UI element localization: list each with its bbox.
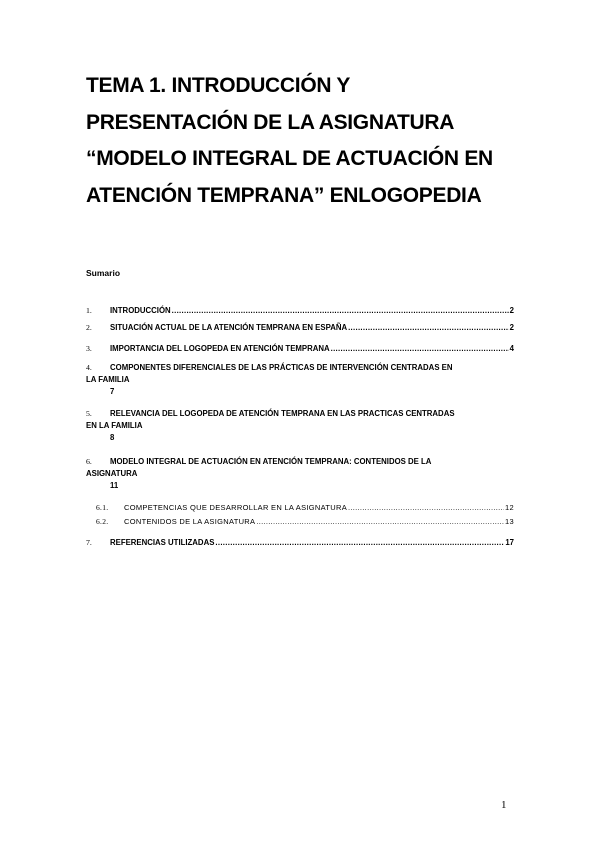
toc-text-continued: LA FAMILIA [86, 375, 130, 384]
sumario-heading: Sumario [86, 268, 121, 278]
toc-number: 5. [86, 409, 92, 418]
page-number: 1 [501, 799, 507, 811]
toc-number: 3. [86, 344, 92, 353]
title-line: “MODELO INTEGRAL DE ACTUACIÓN EN [86, 147, 493, 170]
toc-entry-1[interactable] [86, 305, 514, 317]
title-line: ATENCIÓN TEMPRANA” ENLOGOPEDIA [86, 183, 482, 207]
toc-number: 2. [86, 323, 92, 332]
toc-leader [172, 305, 509, 317]
title-line: PRESENTACIÓN DE LA ASIGNATURA [86, 110, 455, 134]
toc-text-continued: EN LA FAMILIA [86, 421, 143, 430]
toc-leader [348, 322, 509, 334]
document-title [86, 68, 526, 214]
toc-number: 1. [86, 306, 92, 315]
toc-page: 2 [509, 306, 514, 315]
toc-page: 2 [509, 323, 514, 332]
toc-number: 7. [86, 538, 92, 547]
toc-leader [348, 502, 504, 514]
toc-text: INTRODUCCIÓN [110, 306, 171, 315]
toc-page: 8 [110, 433, 115, 442]
toc-text: SITUACIÓN ACTUAL DE LA ATENCIÓN TEMPRANA EN ESPAÑA [110, 323, 348, 332]
toc-entry-6-2[interactable] [86, 516, 514, 528]
toc-entry-3[interactable] [86, 343, 514, 355]
toc-text: REFERENCIAS UTILIZADAS [110, 538, 215, 547]
toc-entry-6-1[interactable] [86, 502, 514, 514]
toc-text: CONTENIDOS DE LA ASIGNATURA [124, 517, 256, 526]
toc-text-continued: ASIGNATURA [86, 469, 138, 478]
toc-entry-7[interactable] [86, 537, 514, 549]
toc-page: 7 [110, 387, 115, 396]
toc-text: COMPONENTES DIFERENCIALES DE LAS PRÁCTICAS DE INTERVENCIÓN CENTRADAS EN [110, 363, 453, 372]
toc-entry-4[interactable] [86, 362, 514, 396]
toc-number: 4. [86, 363, 92, 372]
toc-leader [215, 537, 504, 549]
toc-page: 13 [505, 517, 514, 526]
toc-page: 12 [505, 503, 514, 512]
toc-text: COMPETENCIAS QUE DESARROLLAR EN LA ASIGNATURA [124, 503, 347, 512]
toc-number: 6.2. [96, 517, 109, 526]
title-line: TEMA 1. INTRODUCCIÓN Y [86, 74, 351, 97]
toc-entry-5[interactable] [86, 408, 514, 442]
toc-entry-6[interactable] [86, 456, 514, 490]
toc-leader [256, 516, 504, 528]
toc-entry-2[interactable] [86, 322, 514, 334]
toc-page: 17 [505, 538, 514, 547]
toc-page: 11 [110, 481, 119, 490]
toc-page: 4 [509, 344, 514, 353]
toc-text: MODELO INTEGRAL DE ACTUACIÓN EN ATENCIÓN TEMPRANA: CONTENIDOS DE LA [110, 457, 432, 466]
toc-text: RELEVANCIA DEL LOGOPEDA DE ATENCIÓN TEMPRANA EN LAS PRACTICAS CENTRADAS [110, 409, 455, 418]
toc-number: 6.1. [96, 503, 109, 512]
toc-number: 6. [86, 457, 92, 466]
toc-text: IMPORTANCIA DEL LOGOPEDA EN ATENCIÓN TEMPRANA [110, 344, 330, 353]
toc-leader [331, 343, 509, 355]
